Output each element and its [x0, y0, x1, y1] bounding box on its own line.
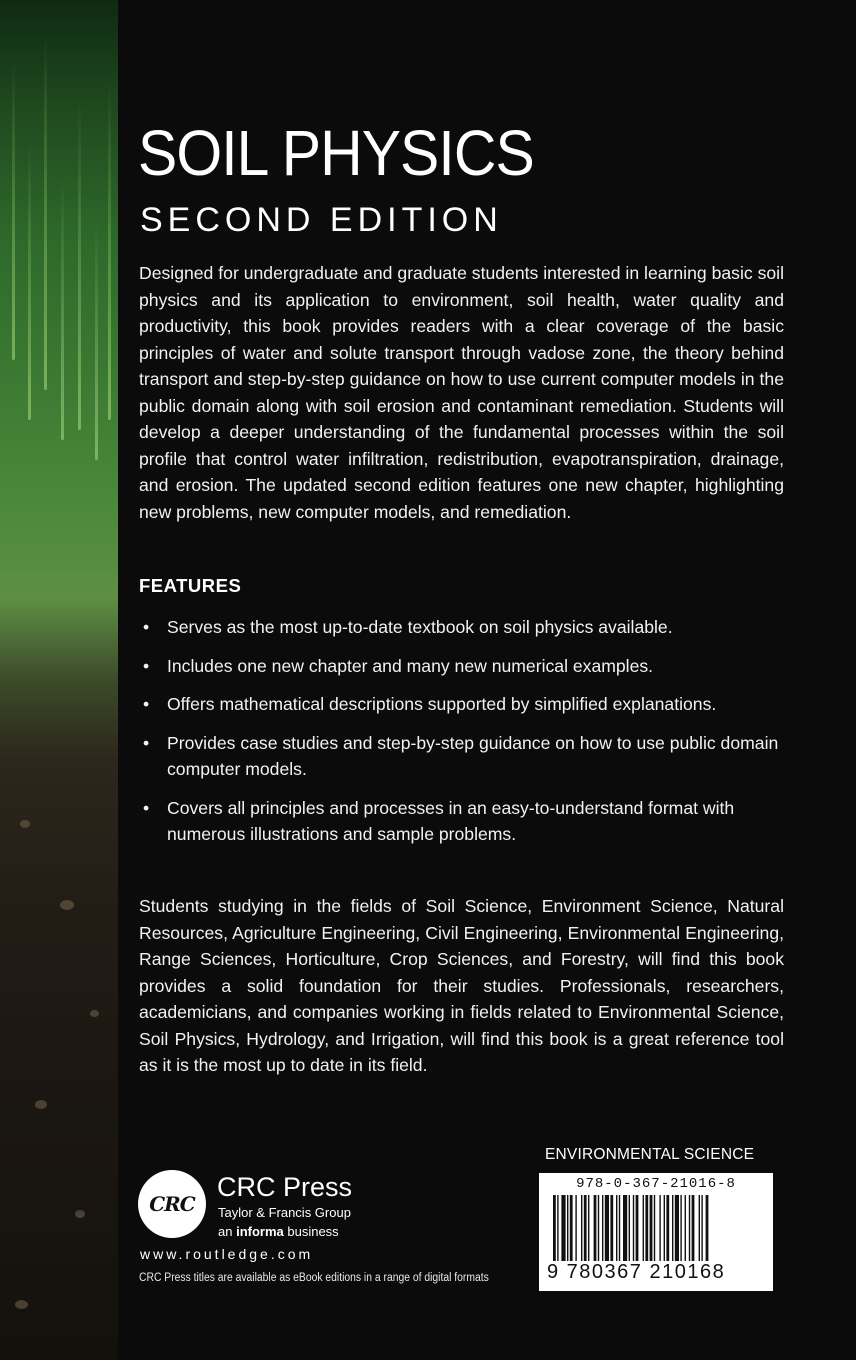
barcode-bar — [588, 1195, 589, 1261]
barcode-bar — [616, 1195, 617, 1261]
soil-speck — [90, 1010, 99, 1017]
grass-blade — [78, 100, 81, 430]
features-list — [139, 614, 784, 860]
barcode-bar — [575, 1195, 576, 1261]
publisher-name: CRC Press — [217, 1172, 353, 1202]
bullet-icon: • — [143, 797, 150, 818]
feature-item — [139, 795, 784, 848]
soil-speck — [60, 900, 74, 910]
barcode-bar — [598, 1195, 599, 1261]
barcode-bar — [659, 1195, 660, 1261]
feature-item — [139, 614, 784, 641]
soil-speck — [20, 820, 30, 828]
barcode-bar — [699, 1195, 700, 1261]
feature-text: Provides case studies and step-by-step guidance on how to use public domain computer models. — [167, 732, 779, 779]
barcode-bar — [664, 1195, 665, 1261]
isbn-barcode — [539, 1173, 773, 1291]
informa-brand: informa — [236, 1224, 284, 1239]
barcode-bars — [553, 1195, 765, 1265]
feature-item — [139, 730, 784, 783]
barcode-bar — [633, 1195, 634, 1261]
barcode-bar — [706, 1195, 709, 1261]
publisher-website[interactable]: www.routledge.com — [140, 1246, 314, 1262]
barcode-bar — [602, 1195, 603, 1261]
grass-blade — [28, 140, 31, 420]
publisher-informa — [218, 1224, 339, 1240]
barcode-bar — [605, 1195, 609, 1261]
barcode-bar — [645, 1195, 648, 1261]
grass-blade — [12, 60, 15, 360]
soil-speck — [75, 1210, 85, 1218]
subject-category: ENVIRONMENTAL SCIENCE — [545, 1146, 755, 1163]
isbn-text-top: 978-0-367-21016-8 — [576, 1176, 736, 1192]
barcode-bar — [619, 1195, 620, 1261]
barcode-bar — [629, 1195, 630, 1261]
barcode-bar — [584, 1195, 587, 1261]
feature-item — [139, 691, 784, 718]
soil-speck — [35, 1100, 47, 1109]
grass-blade — [44, 30, 47, 390]
informa-prefix: an — [218, 1224, 237, 1239]
book-edition: SECOND EDITION — [140, 201, 503, 239]
feature-text: Serves as the most up-to-date textbook on soil physics available. — [167, 617, 673, 637]
barcode-bar — [680, 1195, 681, 1261]
ebook-note: CRC Press titles are available as eBook editions in a range of digital formats — [139, 1272, 489, 1284]
barcode-bar — [685, 1195, 686, 1261]
barcode-bar — [557, 1195, 558, 1261]
bullet-icon: • — [143, 655, 150, 676]
barcode-bar — [692, 1195, 695, 1261]
barcode-bar — [643, 1195, 644, 1261]
cover-image-strip — [0, 0, 118, 1360]
isbn-text-bottom: 9 780367 210168 — [547, 1261, 726, 1283]
bullet-icon: • — [143, 617, 150, 637]
logo-text: CRC — [149, 1192, 195, 1216]
informa-suffix: business — [283, 1224, 339, 1239]
barcode-bar — [594, 1195, 597, 1261]
barcode-bar — [561, 1195, 565, 1261]
barcode-bar — [650, 1195, 653, 1261]
barcode-bar — [553, 1195, 556, 1261]
grass-blade — [61, 180, 64, 440]
bullet-icon: • — [143, 732, 150, 753]
barcode-bar — [581, 1195, 582, 1261]
grass-blade — [95, 220, 98, 460]
feature-text: Offers mathematical descriptions supported by simplified explanations. — [167, 694, 717, 714]
book-description: Designed for undergraduate and graduate students interested in learning basic soil physics and its application to environment, soil health, water quality and productivity, this book provides readers with a clear coverage of the basic principles of water and solute transport through vadose zone, the theory behind transport and step-by-step guidance on how to use current computer models in the public domain along with soil erosion and contaminant remediation. Students will develop a deeper understanding of the fundamental processes within the soil profile that control water infiltration, redistribution, evapotranspiration, drainage, and erosion. The updated second edition features one new chapter, highlighting new problems, new computer models, and remediation. — [139, 263, 784, 522]
barcode-bar — [567, 1195, 568, 1261]
barcode-bar — [672, 1195, 673, 1261]
barcode-bar — [636, 1195, 639, 1261]
barcode-bar — [701, 1195, 702, 1261]
publisher-group: Taylor & Francis Group — [218, 1205, 351, 1220]
barcode-bar — [666, 1195, 669, 1261]
features-heading: FEATURES — [139, 575, 242, 596]
barcode-bar — [570, 1195, 573, 1261]
feature-text: Covers all principles and processes in an easy-to-understand format with numerous illustrations and sample problems. — [167, 797, 735, 844]
feature-item — [139, 653, 784, 680]
barcode-bar — [689, 1195, 690, 1261]
bullet-icon: • — [143, 694, 150, 714]
soil-speck — [15, 1300, 28, 1309]
audience-paragraph: Students studying in the fields of Soil Science, Environment Science, Natural Resources, Agriculture Engineering, Civil Engineering, Environmental Engineering, Range Sciences, Horticulture, Crop Sciences, and Forestry, will find this book provides a solid foundation for their studies. Professionals, researchers, academicians, and companies working in fields related to Environmental Science, Soil Physics, Hydrology, and Irrigation, will find this book is a great reference tool as it is the most up to date in its field. — [139, 896, 784, 1075]
grass-blade — [108, 80, 111, 420]
barcode-bar — [654, 1195, 655, 1261]
barcode-bar — [610, 1195, 613, 1261]
crc-logo-icon — [138, 1170, 206, 1238]
book-title: SOIL PHYSICS — [138, 117, 534, 189]
barcode-bar — [675, 1195, 679, 1261]
barcode-bar — [623, 1195, 627, 1261]
feature-text: Includes one new chapter and many new numerical examples. — [167, 655, 654, 676]
